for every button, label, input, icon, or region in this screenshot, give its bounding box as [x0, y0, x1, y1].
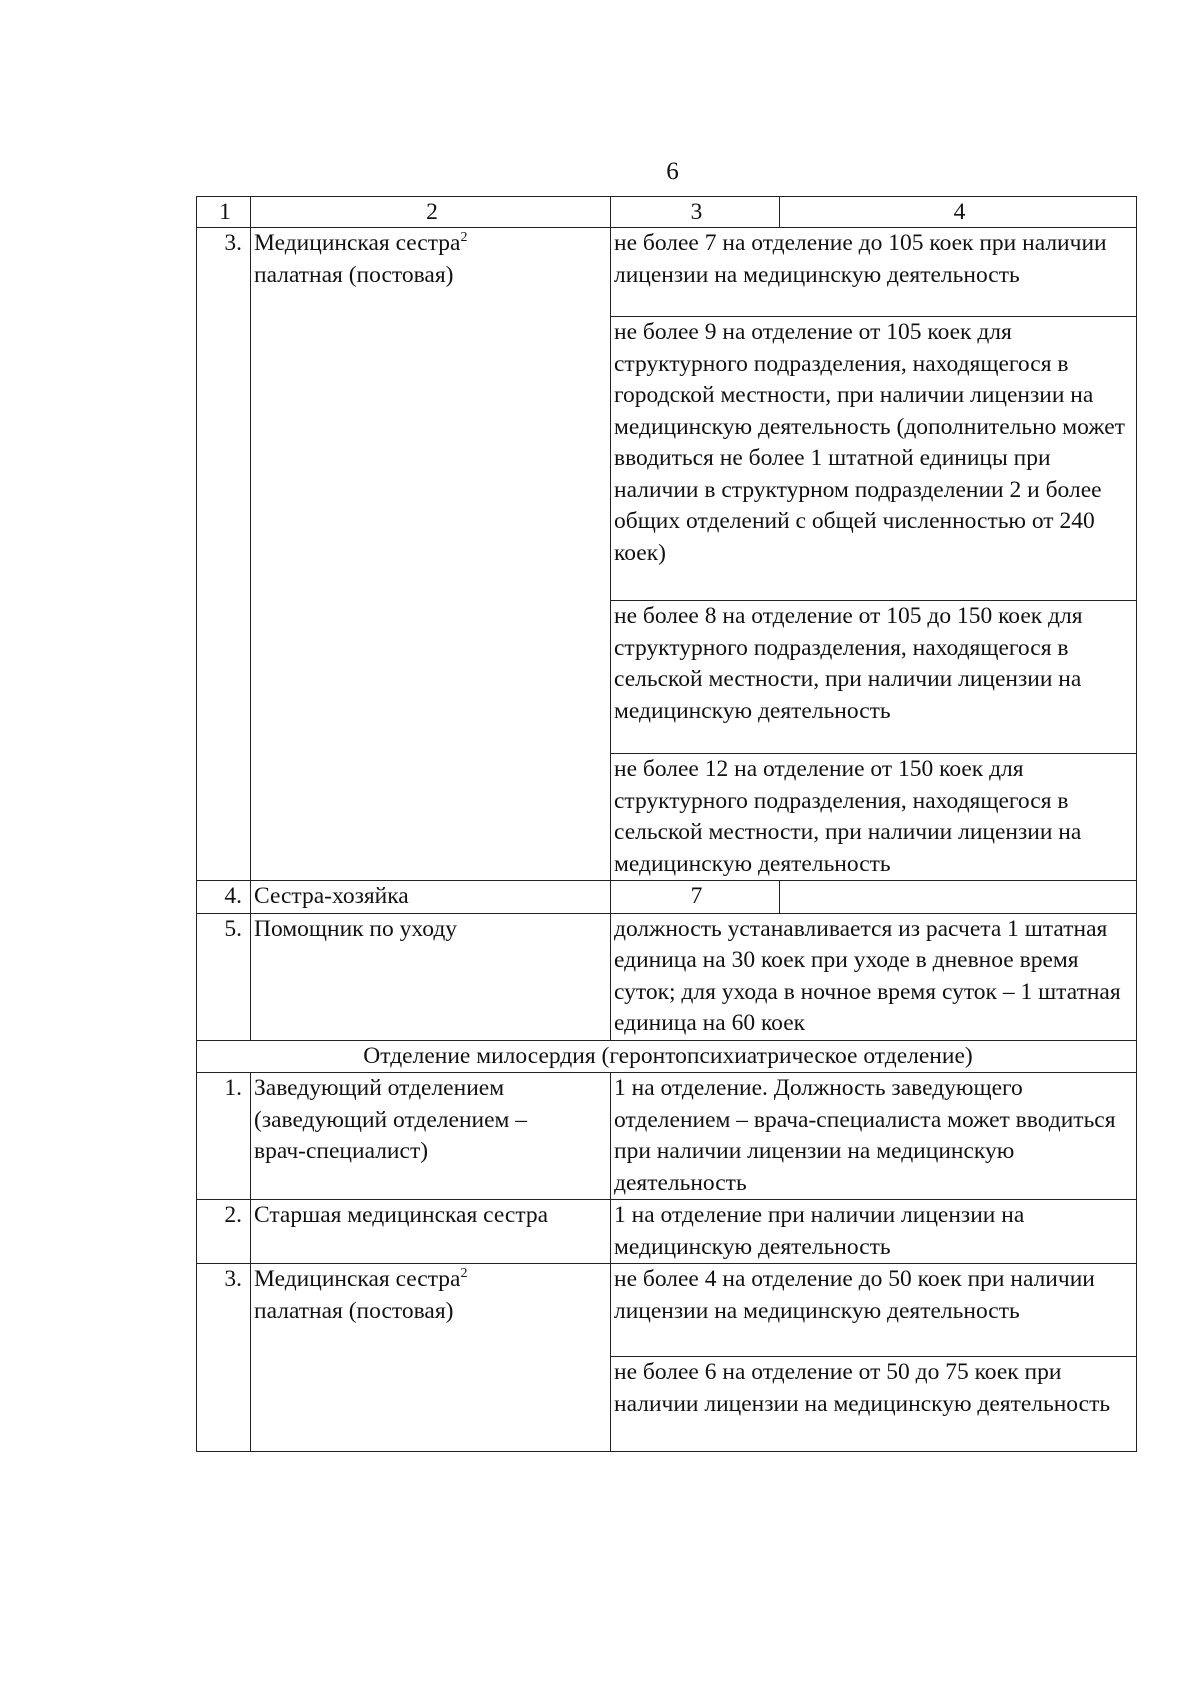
section-title: Отделение милосердия (геронтопсихиатрическое отделение): [197, 1040, 1137, 1073]
staffing-norm: не более 4 на отделение до 50 коек при наличии лицензии на медицинскую деятельность: [611, 1264, 1137, 1357]
staffing-norm: не более 12 на отделение от 150 коек для структурного подразделения, находящегося в сельской местности, при наличии лицензии на медицинскую деятельность: [611, 754, 1137, 881]
table-row: [197, 881, 1137, 914]
position-title: Помощник по уходу: [251, 913, 611, 1040]
table-row: [197, 1200, 1137, 1264]
staffing-norm: не более 8 на отделение от 105 до 150 коек для структурного подразделения, находящегося в сельской местности, при наличии лицензии на медицинскую деятельность: [611, 601, 1137, 754]
empty-cell: [780, 881, 1137, 914]
position-title: Заведующий отделением (заведующий отделением – врач-специалист): [251, 1073, 611, 1200]
table-header-row: [197, 197, 1137, 228]
row-number: 4.: [197, 881, 251, 914]
header-col-1: 1: [197, 197, 251, 228]
position-title-line2: палатная (постовая): [254, 1297, 454, 1324]
position-title: [251, 1264, 611, 1452]
position-title-line1: Медицинская сестра: [254, 1266, 461, 1292]
header-col-3: 3: [611, 197, 780, 228]
staffing-norm: не более 9 на отделение от 105 коек для структурного подразделения, находящегося в городской местности, при наличии лицензии на медицинскую деятельность (дополнительно может вводиться не более 1 штатной единицы при наличии в структурном подразделении 2 и более общих отделений с общей численностью от 240 коек): [611, 317, 1137, 601]
position-title-line1: Медицинская сестра: [254, 230, 461, 256]
staffing-norm: должность устанавливается из расчета 1 штатная единица на 30 коек при уходе в дневное время суток; для ухода в ночное время суток – 1 штатная единица на 60 коек: [611, 913, 1137, 1040]
staffing-value: 7: [611, 881, 780, 914]
table-row: [197, 1073, 1137, 1200]
row-number: 2.: [197, 1200, 251, 1264]
position-title: Сестра-хозяйка: [251, 881, 611, 914]
staffing-table: [196, 196, 1137, 1452]
footnote-mark: 2: [460, 1266, 468, 1281]
header-col-4: 4: [780, 197, 1137, 228]
table-row: [197, 1264, 1137, 1357]
staffing-norm: не более 6 на отделение от 50 до 75 коек при наличии лицензии на медицинскую деятельность: [611, 1357, 1137, 1452]
position-title: Старшая медицинская сестра: [251, 1200, 611, 1264]
page-number: 6: [666, 158, 679, 185]
header-col-2: 2: [251, 197, 611, 228]
table-row: [197, 228, 1137, 317]
staffing-norm: 1 на отделение при наличии лицензии на медицинскую деятельность: [611, 1200, 1137, 1264]
row-number: 3.: [197, 228, 251, 881]
staffing-norm: 1 на отделение. Должность заведующего отделением – врача-специалиста может вводиться при наличии лицензии на медицинскую деятельность: [611, 1073, 1137, 1200]
position-title: [251, 228, 611, 881]
position-title-line2: палатная (постовая): [254, 261, 454, 288]
staffing-norm: не более 7 на отделение до 105 коек при наличии лицензии на медицинскую деятельность: [611, 228, 1137, 317]
footnote-mark: 2: [460, 230, 468, 245]
row-number: 3.: [197, 1264, 251, 1452]
section-row: [197, 1040, 1137, 1073]
row-number: 5.: [197, 913, 251, 1040]
row-number: 1.: [197, 1073, 251, 1200]
table-row: [197, 913, 1137, 1040]
